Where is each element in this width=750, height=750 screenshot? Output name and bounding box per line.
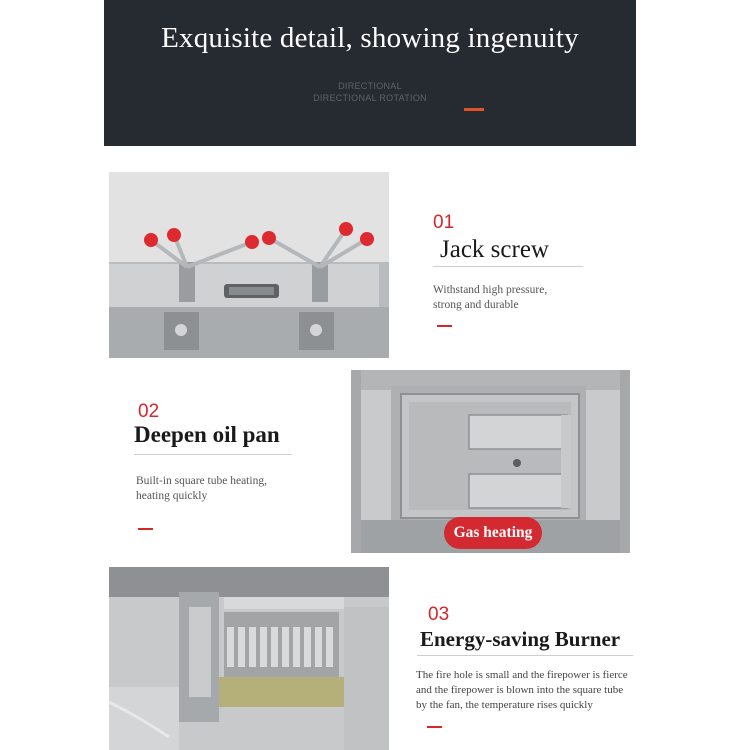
- feature-2-title: Deepen oil pan: [134, 422, 280, 447]
- feature-1-desc-line1: Withstand high pressure,: [433, 284, 548, 296]
- banner-subtitle-line1: DIRECTIONAL: [338, 81, 402, 91]
- burner-photo: [109, 567, 389, 750]
- feature-1-desc-line2: strong and durable: [433, 299, 519, 311]
- feature-3-number: 03: [428, 604, 450, 625]
- feature-1-title: Jack screw: [440, 236, 549, 263]
- feature-3-desc-line2: and the firepower is blown into the square tube: [416, 684, 624, 696]
- banner-title: Exquisite detail, showing ingenuity: [161, 22, 579, 54]
- feature-2-accent-dash: [138, 528, 153, 530]
- feature-3-desc-line1: The fire hole is small and the firepower is fierce: [416, 669, 628, 681]
- header-banner: [104, 0, 636, 146]
- feature-2-number: 02: [138, 401, 160, 422]
- feature-1-number: 01: [433, 212, 455, 233]
- feature-1-accent-dash: [437, 325, 452, 327]
- banner-accent-line: [464, 108, 484, 111]
- feature-3-desc-line3: by the fan, the temperature rises quickly: [416, 699, 593, 711]
- jack-screw-photo: [109, 172, 389, 358]
- feature-3-title: Energy-saving Burner: [420, 627, 621, 651]
- banner-subtitle-line2: DIRECTIONAL ROTATION: [313, 93, 427, 103]
- burner-illustration: [109, 567, 389, 750]
- jack-screw-illustration: [109, 172, 389, 358]
- feature-2-desc-line1: Built-in square tube heating,: [136, 475, 267, 487]
- feature-2-underline: [134, 454, 292, 455]
- feature-3-accent-dash: [427, 726, 442, 728]
- feature-2-desc-line2: heating quickly: [136, 490, 208, 502]
- feature-1-underline: [433, 266, 583, 267]
- gas-heating-badge: Gas heating: [444, 517, 542, 549]
- feature-3-underline: [417, 655, 633, 656]
